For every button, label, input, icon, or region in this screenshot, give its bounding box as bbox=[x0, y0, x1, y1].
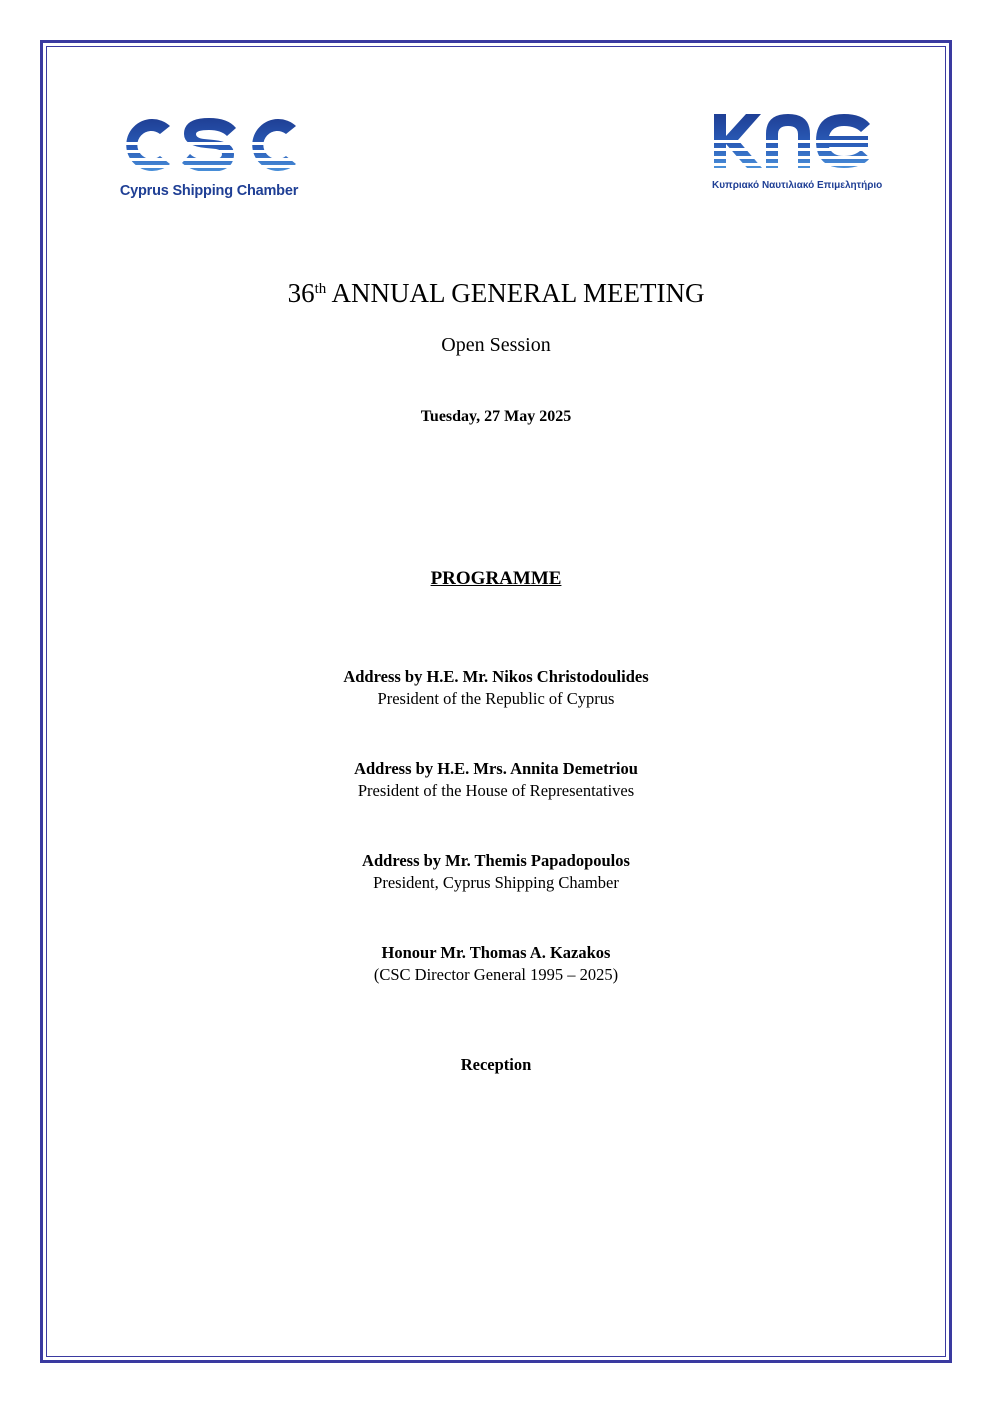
programme-item-title: Honour Mr. Thomas A. Kazakos bbox=[381, 943, 611, 962]
programme-item-title: Address by H.E. Mr. Nikos Christodoulides bbox=[343, 667, 649, 686]
programme-item-subtitle: President of the House of Representatives bbox=[357, 781, 635, 800]
programme-item-title: Reception bbox=[460, 1055, 532, 1074]
programme-heading: PROGRAMME bbox=[430, 568, 562, 589]
meeting-title-text: ANNUAL GENERAL MEETING bbox=[331, 278, 705, 308]
meeting-ordinal-number: 36 bbox=[287, 278, 315, 308]
programme-item-title: Address by H.E. Mrs. Annita Demetriou bbox=[354, 759, 638, 778]
meeting-date: Tuesday, 27 May 2025 bbox=[420, 408, 572, 425]
csc-logo bbox=[118, 112, 300, 202]
programme-item-subtitle: (CSC Director General 1995 – 2025) bbox=[373, 965, 619, 984]
session-label: Open Session bbox=[441, 334, 551, 356]
programme-item bbox=[46, 1054, 946, 1076]
kne-logo-caption: Κυπριακό Ναυτιλιακό Επιμελητήριο bbox=[712, 180, 883, 191]
programme-item bbox=[46, 850, 946, 894]
programme-item bbox=[46, 942, 946, 986]
programme-item-subtitle: President, Cyprus Shipping Chamber bbox=[373, 873, 619, 892]
programme-item bbox=[46, 758, 946, 802]
meeting-ordinal-suffix: th bbox=[314, 281, 327, 297]
programme-item-subtitle: President of the Republic of Cyprus bbox=[377, 689, 615, 708]
programme-item-title: Address by Mr. Themis Papadopoulos bbox=[362, 851, 630, 870]
kne-logo bbox=[712, 110, 883, 200]
meeting-title bbox=[46, 276, 946, 310]
kne-logo-mark bbox=[712, 110, 874, 172]
programme-item bbox=[46, 666, 946, 710]
csc-logo-mark bbox=[118, 112, 300, 178]
csc-logo-caption: Cyprus Shipping Chamber bbox=[119, 183, 299, 199]
